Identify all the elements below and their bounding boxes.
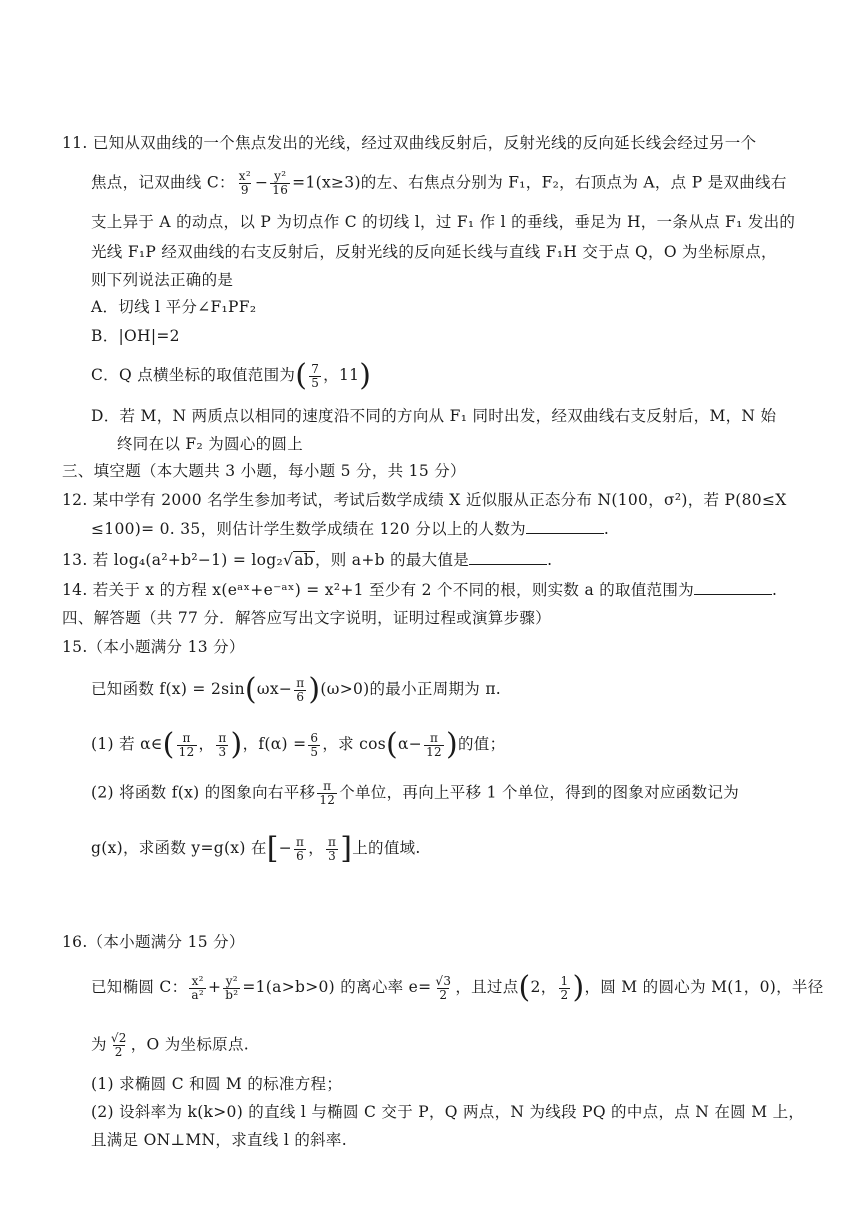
q15-p1-paren2-close: )	[445, 727, 458, 762]
q15-l1-frac	[294, 677, 306, 704]
q11-line-4: 光线 F₁P 经双曲线的右支反射后，反射光线的反向延长线与直线 F₁H 交于点 Q，O 为坐标原点，	[91, 243, 777, 261]
q11-frac-y-num: y²	[274, 169, 287, 183]
q16-part-2: (2) 设斜率为 k(k>0) 的直线 l 与椭圆 C 交于 P，Q 两点，N 为线段 PQ 的中点，点 N 在圆 M 上，	[91, 1103, 805, 1121]
q11-line-2	[91, 170, 787, 197]
q12-end: .	[603, 520, 610, 538]
q11-frac-x-num: x²	[238, 169, 251, 183]
q15-p3-pre: g(x)，求函数 y=g(x) 在	[91, 839, 267, 857]
q16-line-1	[91, 970, 824, 1005]
q16-l2-pre: 为	[91, 1035, 107, 1054]
q16-l1-n3: √3	[435, 973, 452, 988]
q15-p3-post: 上的值域.	[352, 839, 421, 857]
q15-p1-mid: ，f(α) =	[242, 735, 307, 753]
q11-line-3: 支上异于 A 的动点，以 P 为切点作 C 的切线 l，过 F₁ 作 l 的垂线，垂足为 H，一条从点 F₁ 发出的	[91, 213, 796, 231]
q16-part-2-line-2: 且满足 ON⊥MN，求直线 l 的斜率.	[91, 1131, 347, 1149]
q15-p1-d3: 5	[310, 744, 319, 759]
q11-frac-y-den: 16	[272, 183, 289, 197]
q15-p3-inner: −	[278, 839, 293, 857]
q15-p2-post: 个单位，再向上平移 1 个单位，得到的图象对应函数记为	[339, 783, 740, 802]
q11-frac-x-den: 9	[240, 183, 249, 197]
q16-line-2	[91, 1032, 249, 1059]
q11-option-c-pre: C．Q 点横坐标的取值范围为	[91, 366, 296, 384]
q15-p1-n3: 6	[310, 730, 319, 745]
q15-p1-frac-4	[424, 732, 444, 759]
q13-end: .	[547, 551, 553, 569]
section-3-heading: 三、填空题（本大题共 3 小题，每小题 5 分，共 15 分）	[62, 462, 466, 480]
q11-option-c	[91, 358, 372, 393]
q15-p1-mid2: ，求 cos	[322, 735, 387, 753]
q16-l1-frac-2	[223, 975, 240, 1002]
q12-line-1: 12. 某中学有 2000 名学生参加考试，考试后数学成绩 X 近似服从正态分布 N(100，σ²)，若 P(80≤X	[62, 491, 787, 509]
q15-p1-paren-open: (	[162, 727, 175, 762]
q15-p1-post: 的值；	[457, 735, 506, 753]
q14-answer-blank[interactable]	[694, 580, 772, 595]
q15-p1-d4: 12	[426, 744, 442, 759]
q15-p1-paren-close: )	[230, 727, 243, 762]
q15-p1-n1: π	[182, 730, 191, 745]
section-4-heading: 四、解答题（共 77 分．解答应写出文字说明，证明过程或演算步骤）	[62, 609, 551, 627]
q16-l1-d3: 2	[439, 987, 448, 1002]
q14-line	[62, 580, 777, 600]
q16-l1-pre: 已知椭圆 C：	[91, 978, 188, 996]
q15-p1-inner: α−	[398, 735, 423, 753]
q11-option-c-num: 7	[311, 361, 320, 376]
q16-l1-frac-3	[433, 975, 453, 1002]
q15-l1-den: 6	[296, 689, 305, 704]
q16-part-1: (1) 求椭圆 C 和圆 M 的标准方程；	[91, 1075, 343, 1093]
q15-part-1	[91, 727, 506, 762]
q15-l1-inner: ωx−	[256, 680, 293, 698]
q15-p2-num: π	[323, 779, 332, 793]
q16-l1-d2: b²	[225, 987, 239, 1002]
q11-line-5: 则下列说法正确的是	[91, 271, 234, 289]
q16-l1-frac-1	[189, 975, 206, 1002]
q15-l1-pre: 已知函数 f(x) = 2sin	[91, 680, 245, 698]
q15-part-2-line-2	[91, 831, 421, 866]
q11-option-a: A．切线 l 平分∠F₁PF₂	[91, 298, 257, 316]
q16-l1-n1: x²	[191, 973, 204, 988]
q15-p2-den: 12	[319, 793, 336, 807]
q15-l1-paren-open: (	[244, 672, 257, 707]
q15-p3-frac-2	[326, 836, 338, 863]
q11-frac-y	[270, 170, 290, 197]
q16-l1-post: ，圆 M 的圆心为 M(1，0)，半径	[584, 978, 824, 996]
q15-p1-frac-3	[308, 732, 320, 759]
q15-p1-pre: (1) 若 α∈	[91, 735, 163, 753]
q11-line-2-post: =1(x≥3)的左、右焦点分别为 F₁，F₂，右顶点为 A，点 P 是双曲线右	[292, 173, 787, 192]
q15-p3-n1: π	[296, 834, 305, 849]
q15-p3-d2: 3	[328, 848, 337, 863]
q15-p1-frac-1	[177, 732, 197, 759]
q16-l2-num: √2	[110, 1031, 127, 1045]
q15-p2-pre: (2) 将函数 f(x) 的图象向右平移	[91, 783, 316, 802]
q15-line-1	[91, 672, 502, 707]
q11-option-c-post: ，11	[323, 366, 360, 384]
q11-option-d-line-1: D．若 M，N 两质点以相同的速度沿不同的方向从 F₁ 同时出发，经双曲线右支反射后，M，N 始	[91, 407, 777, 425]
q15-l1-post: (ω>0)的最小正周期为 π.	[320, 680, 502, 698]
q15-p1-n2: π	[218, 730, 227, 745]
q11-paren-close: )	[359, 358, 372, 393]
q11-option-c-frac	[309, 363, 321, 390]
q16-l1-mid: =1(a>b>0) 的离心率 e=	[242, 978, 432, 996]
q12-answer-blank[interactable]	[526, 519, 604, 534]
q11-option-d-line-2: 终同在以 F₂ 为圆心的圆上	[117, 435, 304, 453]
q11-line-1: 11. 已知从双曲线的一个焦点发出的光线，经过双曲线反射后，反射光线的反向延长线会经过另一个	[62, 134, 757, 152]
q13-line: 13. 若 log₄(a²+b²−1) = log₂√ab，则 a+b 的最大值是 .	[62, 551, 553, 569]
q11-option-b: B．|OH|=2	[91, 327, 180, 345]
q16-l1-d4: 2	[560, 987, 569, 1002]
q16-l2-den: 2	[114, 1045, 123, 1059]
q15-p1-frac-2	[216, 732, 228, 759]
q15-p1-comma: ，	[198, 735, 215, 753]
q11-frac-x	[237, 170, 253, 197]
q11-paren-open: (	[295, 358, 308, 393]
q13-answer-blank[interactable]	[469, 550, 547, 565]
q13-pre: 13. 若 log₄(a²+b²−1) = log₂	[62, 551, 284, 569]
q16-l1-n4: 1	[560, 973, 569, 988]
q16-l1-frac-4	[559, 975, 571, 1002]
q15-p3-frac-1	[294, 836, 306, 863]
q11-line-2-pre: 焦点，记双曲线 C：	[91, 173, 235, 192]
q14-text: 14. 若关于 x 的方程 x(eᵃˣ+e⁻ᵃˣ) = x²+1 至少有 2 个不同的根，则实数 a 的取值范围为	[62, 581, 695, 599]
q12-line-2	[91, 519, 609, 539]
q15-p1-d1: 12	[178, 744, 195, 759]
q15-p1-d2: 3	[218, 744, 227, 759]
q15-part-2	[91, 780, 739, 807]
q15-p3-d1: 6	[296, 848, 305, 863]
q15-p2-frac	[317, 780, 337, 807]
q14-end: .	[772, 581, 778, 599]
q13-post: ，则 a+b 的最大值是	[314, 551, 470, 569]
q11-minus: −	[254, 173, 269, 192]
q13-sqrt: ab	[294, 551, 314, 569]
q15-p1-paren2-open: (	[386, 727, 399, 762]
q15-p3-bracket-close: ]	[340, 831, 353, 866]
q16-heading: 16.（本小题满分 15 分）	[62, 933, 245, 951]
q12-line-2-text: ≤100)= 0. 35，则估计学生数学成绩在 120 分以上的人数为	[91, 520, 526, 538]
q16-l2-frac	[109, 1032, 129, 1059]
q16-l1-point: 2，	[530, 978, 557, 996]
q16-l1-mid2: ，且过点	[455, 978, 519, 996]
q16-l2-post: ，O 为坐标原点.	[130, 1035, 249, 1054]
q15-p3-n2: π	[328, 834, 337, 849]
q16-l1-paren-close: )	[572, 970, 585, 1005]
q15-p1-n4: π	[429, 730, 439, 745]
q15-p3-comma: ，	[308, 839, 325, 857]
q16-l1-plus: +	[207, 978, 222, 996]
q16-l1-n2: y²	[225, 973, 238, 988]
q15-p3-bracket-open: [	[266, 831, 279, 866]
q15-heading: 15.（本小题满分 13 分）	[62, 638, 245, 656]
q15-l1-paren-close: )	[308, 672, 321, 707]
q16-l1-paren-open: (	[518, 970, 531, 1005]
q16-l1-d1: a²	[191, 987, 204, 1002]
q11-option-c-den: 5	[311, 375, 320, 390]
q15-l1-num: π	[296, 675, 305, 690]
